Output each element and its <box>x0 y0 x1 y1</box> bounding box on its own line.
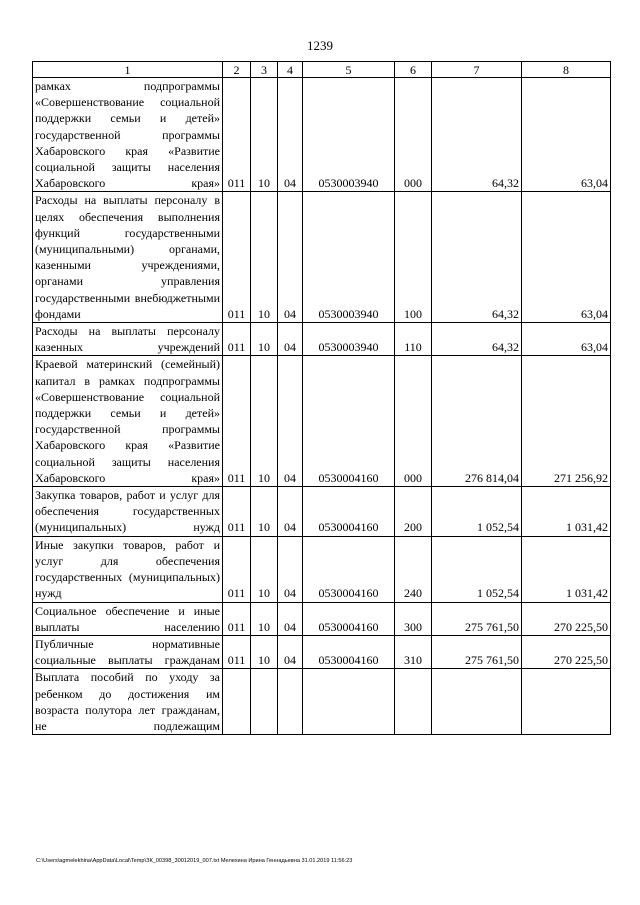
amount-2020-cell: 1 052,54 <box>432 487 522 537</box>
table-row <box>33 356 611 487</box>
amount-2021-cell: 63,04 <box>522 192 611 323</box>
section-cell: 10 <box>251 487 278 537</box>
amount-2021-cell: 63,04 <box>522 323 611 356</box>
expense-type-cell <box>395 669 432 735</box>
section-cell: 10 <box>251 78 278 192</box>
amount-2020-cell: 64,32 <box>432 78 522 192</box>
table-row <box>33 487 611 537</box>
header-col-3: 3 <box>251 62 278 78</box>
expense-type-cell: 100 <box>395 192 432 323</box>
row-name-cell: Иные закупки товаров, работ и услуг для обеспечения государственных (муниципальных) нужд <box>33 536 223 602</box>
table-row <box>33 602 611 635</box>
row-name-cell: Закупка товаров, работ и услуг для обеспечения государственных (муниципальных) нужд <box>33 487 223 537</box>
header-row <box>33 62 611 78</box>
target-article-cell: 0530003940 <box>303 192 395 323</box>
table-row <box>33 323 611 356</box>
amount-2020-cell: 64,32 <box>432 323 522 356</box>
header-col-6: 6 <box>395 62 432 78</box>
target-article-cell: 0530004160 <box>303 356 395 487</box>
code-cell: 011 <box>223 602 251 635</box>
expense-type-cell: 240 <box>395 536 432 602</box>
amount-2021-cell: 270 225,50 <box>522 602 611 635</box>
code-cell: 011 <box>223 323 251 356</box>
target-article-cell <box>303 669 395 735</box>
amount-2021-cell <box>522 669 611 735</box>
target-article-cell: 0530003940 <box>303 323 395 356</box>
expense-type-cell: 110 <box>395 323 432 356</box>
amount-2020-cell: 275 761,50 <box>432 635 522 668</box>
table-row <box>33 192 611 323</box>
header-col-4: 4 <box>278 62 303 78</box>
amount-2020-cell: 1 052,54 <box>432 536 522 602</box>
amount-2020-cell: 276 814,04 <box>432 356 522 487</box>
header-col-1: 1 <box>33 62 223 78</box>
amount-2021-cell: 63,04 <box>522 78 611 192</box>
subsection-cell: 04 <box>278 635 303 668</box>
code-cell: 011 <box>223 78 251 192</box>
subsection-cell: 04 <box>278 192 303 323</box>
expense-type-cell: 300 <box>395 602 432 635</box>
section-cell <box>251 669 278 735</box>
expense-type-cell: 200 <box>395 487 432 537</box>
section-cell: 10 <box>251 602 278 635</box>
section-cell: 10 <box>251 192 278 323</box>
target-article-cell: 0530004160 <box>303 602 395 635</box>
budget-table <box>32 61 611 735</box>
section-cell: 10 <box>251 536 278 602</box>
subsection-cell: 04 <box>278 323 303 356</box>
target-article-cell: 0530004160 <box>303 635 395 668</box>
target-article-cell: 0530003940 <box>303 78 395 192</box>
row-name-cell: Расходы на выплаты персоналу в целях обеспечения выполнения функций государственными (муниципальными) органами, казенными учреждениями, органами управления государственными внебюджетными фондами <box>33 192 223 323</box>
expense-type-cell: 310 <box>395 635 432 668</box>
row-name-cell: рамках подпрограммы «Совершенствование социальной поддержки семьи и детей» государственной программы Хабаровского края «Развитие социальной защиты населения Хабаровского края» <box>33 78 223 192</box>
target-article-cell: 0530004160 <box>303 487 395 537</box>
subsection-cell: 04 <box>278 78 303 192</box>
section-cell: 10 <box>251 356 278 487</box>
amount-2021-cell: 271 256,92 <box>522 356 611 487</box>
code-cell: 011 <box>223 356 251 487</box>
row-name-cell: Краевой материнский (семейный) капитал в рамках подпрограммы «Совершенствование социальной поддержки семьи и детей» государственной программы Хабаровского края «Развитие социальной защиты населения Хабаровского края» <box>33 356 223 487</box>
expense-type-cell: 000 <box>395 356 432 487</box>
table-row <box>33 536 611 602</box>
code-cell: 011 <box>223 192 251 323</box>
amount-2021-cell: 1 031,42 <box>522 487 611 537</box>
code-cell: 011 <box>223 487 251 537</box>
amount-2020-cell <box>432 669 522 735</box>
amount-2020-cell: 64,32 <box>432 192 522 323</box>
table-row <box>33 635 611 668</box>
target-article-cell: 0530004160 <box>303 536 395 602</box>
table-row <box>33 669 611 735</box>
section-cell: 10 <box>251 635 278 668</box>
table-row <box>33 78 611 192</box>
page-number: 1239 <box>307 38 333 53</box>
subsection-cell <box>278 669 303 735</box>
code-cell: 011 <box>223 635 251 668</box>
subsection-cell: 04 <box>278 602 303 635</box>
amount-2021-cell: 1 031,42 <box>522 536 611 602</box>
amount-2020-cell: 275 761,50 <box>432 602 522 635</box>
subsection-cell: 04 <box>278 487 303 537</box>
row-name-cell: Публичные нормативные социальные выплаты гражданам <box>33 635 223 668</box>
expense-type-cell: 000 <box>395 78 432 192</box>
subsection-cell: 04 <box>278 536 303 602</box>
code-cell <box>223 669 251 735</box>
section-cell: 10 <box>251 323 278 356</box>
row-name-cell: Выплата пособий по уходу за ребенком до достижения им возраста полутора лет гражданам, не подлежащим <box>33 669 223 735</box>
code-cell: 011 <box>223 536 251 602</box>
file-path-footer: C:\Users\agmelekhina\AppData\Local\Temp\ЗК_00398_30012019_007.txt Мелехина Ирина Геннадьевна 31.01.2019 11:56:23 <box>36 858 353 864</box>
header-col-8: 8 <box>522 62 611 78</box>
header-col-7: 7 <box>432 62 522 78</box>
header-col-5: 5 <box>303 62 395 78</box>
subsection-cell: 04 <box>278 356 303 487</box>
header-col-2: 2 <box>223 62 251 78</box>
amount-2021-cell: 270 225,50 <box>522 635 611 668</box>
row-name-cell: Социальное обеспечение и иные выплаты населению <box>33 602 223 635</box>
row-name-cell: Расходы на выплаты персоналу казенных учреждений <box>33 323 223 356</box>
